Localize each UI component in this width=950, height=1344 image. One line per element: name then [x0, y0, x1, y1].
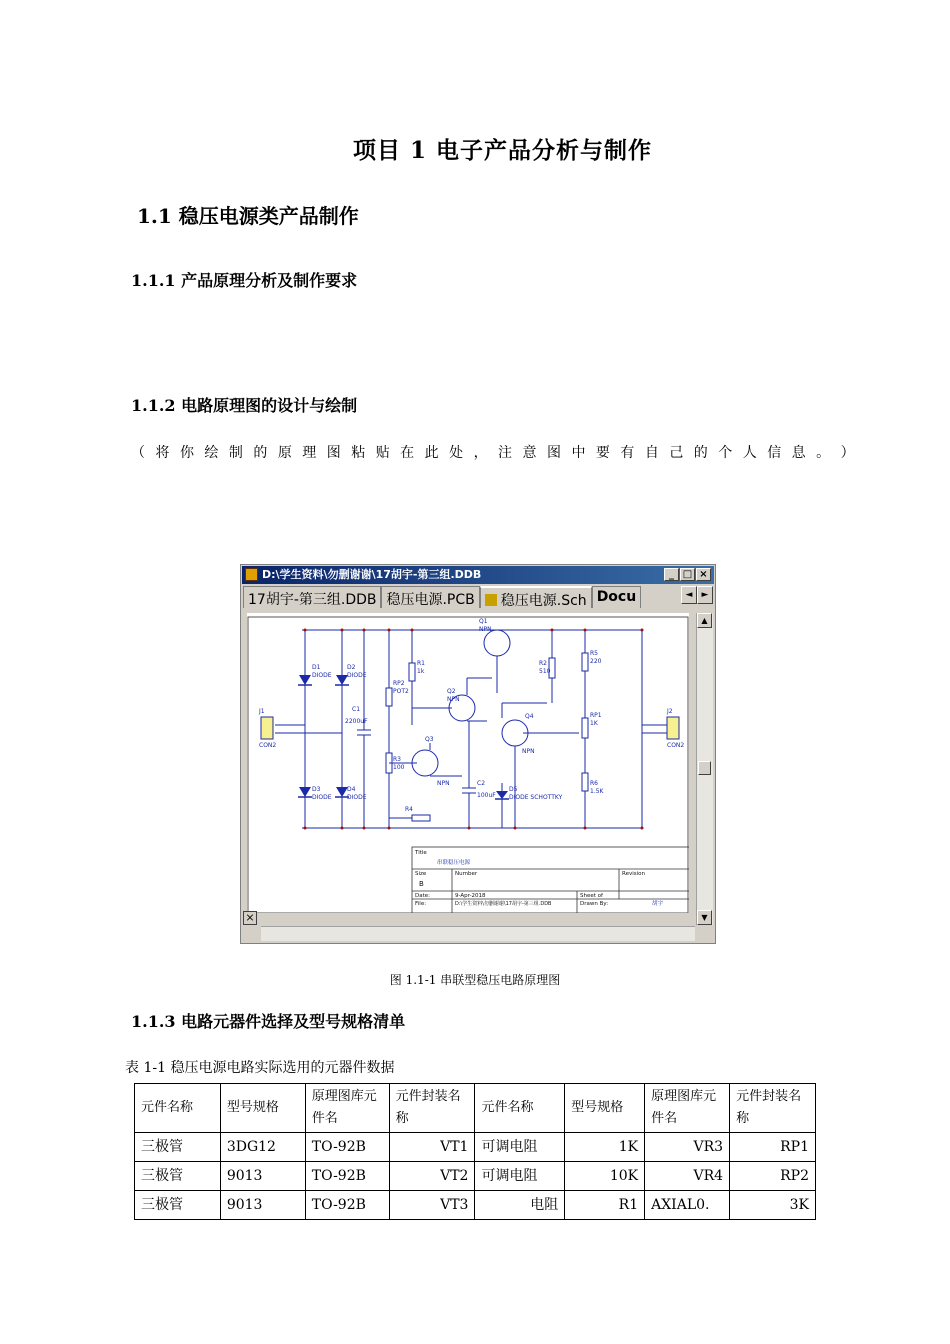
scroll-up-icon[interactable]: ▲: [697, 613, 712, 628]
label-r1: R1: [417, 660, 425, 667]
svg-text:220: 220: [590, 658, 602, 665]
svg-text:9-Apr-2018: 9-Apr-2018: [455, 893, 486, 899]
window-title: D:\学生资料\勿删谢谢\17胡宇-第三组.DDB: [262, 568, 482, 581]
label-q1: Q1: [479, 618, 488, 625]
label-d1: D1: [312, 664, 321, 671]
svg-text:Sheet of: Sheet of: [580, 893, 603, 899]
tab-scroll-left-icon[interactable]: ◄: [681, 586, 697, 604]
label-rp1: RP1: [590, 712, 602, 719]
schematic-drawing: [247, 613, 689, 913]
label-q3: Q3: [425, 736, 434, 743]
label-r2: R2: [539, 660, 547, 667]
section-heading: 1.1 稳压电源类产品制作: [137, 204, 359, 228]
label-rp2: RP2: [393, 680, 405, 687]
label-d2: D2: [347, 664, 356, 671]
schematic-canvas[interactable]: [247, 613, 689, 913]
document-tabs: [243, 586, 713, 610]
label-d3: D3: [312, 786, 321, 793]
svg-text:100: 100: [393, 764, 405, 771]
horizontal-scrollbar[interactable]: [261, 926, 695, 941]
label-j2: J2: [667, 708, 673, 715]
svg-text:POT2: POT2: [393, 688, 409, 695]
label-q4: Q4: [525, 713, 534, 720]
tab-scroll-right-icon[interactable]: ►: [697, 586, 713, 604]
svg-text:D:\学生资料\勿删谢谢\17胡宇-第三组.DDB: D:\学生资料\勿删谢谢\17胡宇-第三组.DDB: [455, 901, 552, 907]
svg-text:CON2: CON2: [259, 742, 277, 749]
svg-text:DIODE: DIODE: [312, 794, 332, 801]
svg-text:510: 510: [539, 668, 551, 675]
svg-text:Size: Size: [415, 871, 427, 877]
label-r5: R5: [590, 650, 598, 657]
label-d5: D5: [509, 786, 518, 793]
svg-text:Number: Number: [455, 871, 478, 877]
figure-caption: 图 1.1-1 串联型稳压电路原理图: [389, 973, 561, 987]
tab-sch[interactable]: 稳压电源.Sch: [480, 586, 592, 608]
schematic-screenshot-window: [240, 564, 716, 944]
svg-text:CON2: CON2: [667, 742, 685, 749]
subsection-heading-3: 1.1.3 电路元器件选择及型号规格清单: [131, 1012, 406, 1031]
vertical-scrollbar[interactable]: [696, 613, 713, 925]
scroll-thumb[interactable]: [698, 761, 711, 775]
maximize-button[interactable]: □: [680, 568, 695, 581]
window-titlebar: [242, 566, 714, 584]
instruction-note: （ 将 你 绘 制 的 原 理 图 粘 贴 在 此 处 ， 注 意 图 中 要 有 自 己 的 个 人 信 息 。 ）: [131, 445, 855, 461]
svg-text:串联稳压电源: 串联稳压电源: [437, 860, 471, 866]
subsection-heading-2: 1.1.2 电路原理图的设计与绘制: [131, 396, 358, 415]
label-q2: Q2: [447, 688, 456, 695]
svg-text:1K: 1K: [590, 720, 598, 727]
tab-docu[interactable]: Docu: [592, 586, 642, 608]
page-title: 项目 1 电子产品分析与制作: [352, 137, 653, 164]
svg-text:Title: Title: [415, 850, 427, 856]
label-j1: J1: [259, 708, 265, 715]
svg-text:Revision: Revision: [622, 871, 645, 877]
svg-text:NPN: NPN: [522, 748, 535, 755]
svg-text:DIODE: DIODE: [312, 672, 332, 679]
tab-ddb[interactable]: 17胡宇-第三组.DDB: [243, 586, 381, 608]
table-header-row: 元件名称 型号规格 原理图库元件名 元件封装名称 元件名称 型号规格 原理图库元件名 元件封装名称: [135, 1084, 816, 1133]
svg-text:NPN: NPN: [437, 780, 450, 787]
label-r3: R3: [393, 756, 401, 763]
svg-text:DIODE: DIODE: [347, 794, 367, 801]
svg-text:NPN: NPN: [447, 696, 460, 703]
sch-file-icon: [485, 594, 497, 606]
table-row: 三极管 9013 TO-92B VT3 电阻 R1 AXIAL0. 3K: [135, 1191, 816, 1220]
table-caption: 表 1-1 稳压电源电路实际选用的元器件数据: [125, 1060, 395, 1076]
label-c2: C2: [477, 780, 486, 787]
minimize-button[interactable]: _: [664, 568, 679, 581]
svg-text:DIODE SCHOTTKY: DIODE SCHOTTKY: [509, 794, 563, 801]
tab-pcb[interactable]: 稳压电源.PCB: [381, 586, 479, 608]
svg-text:Drawn By:: Drawn By:: [580, 901, 609, 907]
label-r6: R6: [590, 780, 598, 787]
svg-text:100uF: 100uF: [477, 792, 496, 799]
label-d4: D4: [347, 786, 356, 793]
label-r4: R4: [405, 806, 413, 813]
svg-text:DIODE: DIODE: [347, 672, 367, 679]
svg-text:胡宇: 胡宇: [652, 901, 664, 907]
svg-text:Date:: Date:: [415, 893, 430, 899]
subsection-heading-1: 1.1.1 产品原理分析及制作要求: [131, 271, 358, 290]
table-row: 三极管 3DG12 TO-92B VT1 可调电阻 1K VR3 RP1: [135, 1133, 816, 1162]
svg-text:NPN: NPN: [479, 626, 492, 633]
panel-close-icon[interactable]: ×: [243, 911, 257, 925]
svg-text:1k: 1k: [417, 668, 425, 675]
table-row: 三极管 9013 TO-92B VT2 可调电阻 10K VR4 RP2: [135, 1162, 816, 1191]
components-table: [134, 1083, 816, 1220]
close-button[interactable]: ×: [696, 568, 711, 581]
label-c1: C1: [352, 706, 361, 713]
svg-text:File:: File:: [415, 901, 427, 907]
app-icon: [245, 568, 258, 581]
svg-text:B: B: [419, 880, 424, 888]
scroll-down-icon[interactable]: ▼: [697, 910, 712, 925]
svg-text:1.5K: 1.5K: [590, 788, 604, 795]
svg-text:2200uF: 2200uF: [345, 718, 368, 725]
